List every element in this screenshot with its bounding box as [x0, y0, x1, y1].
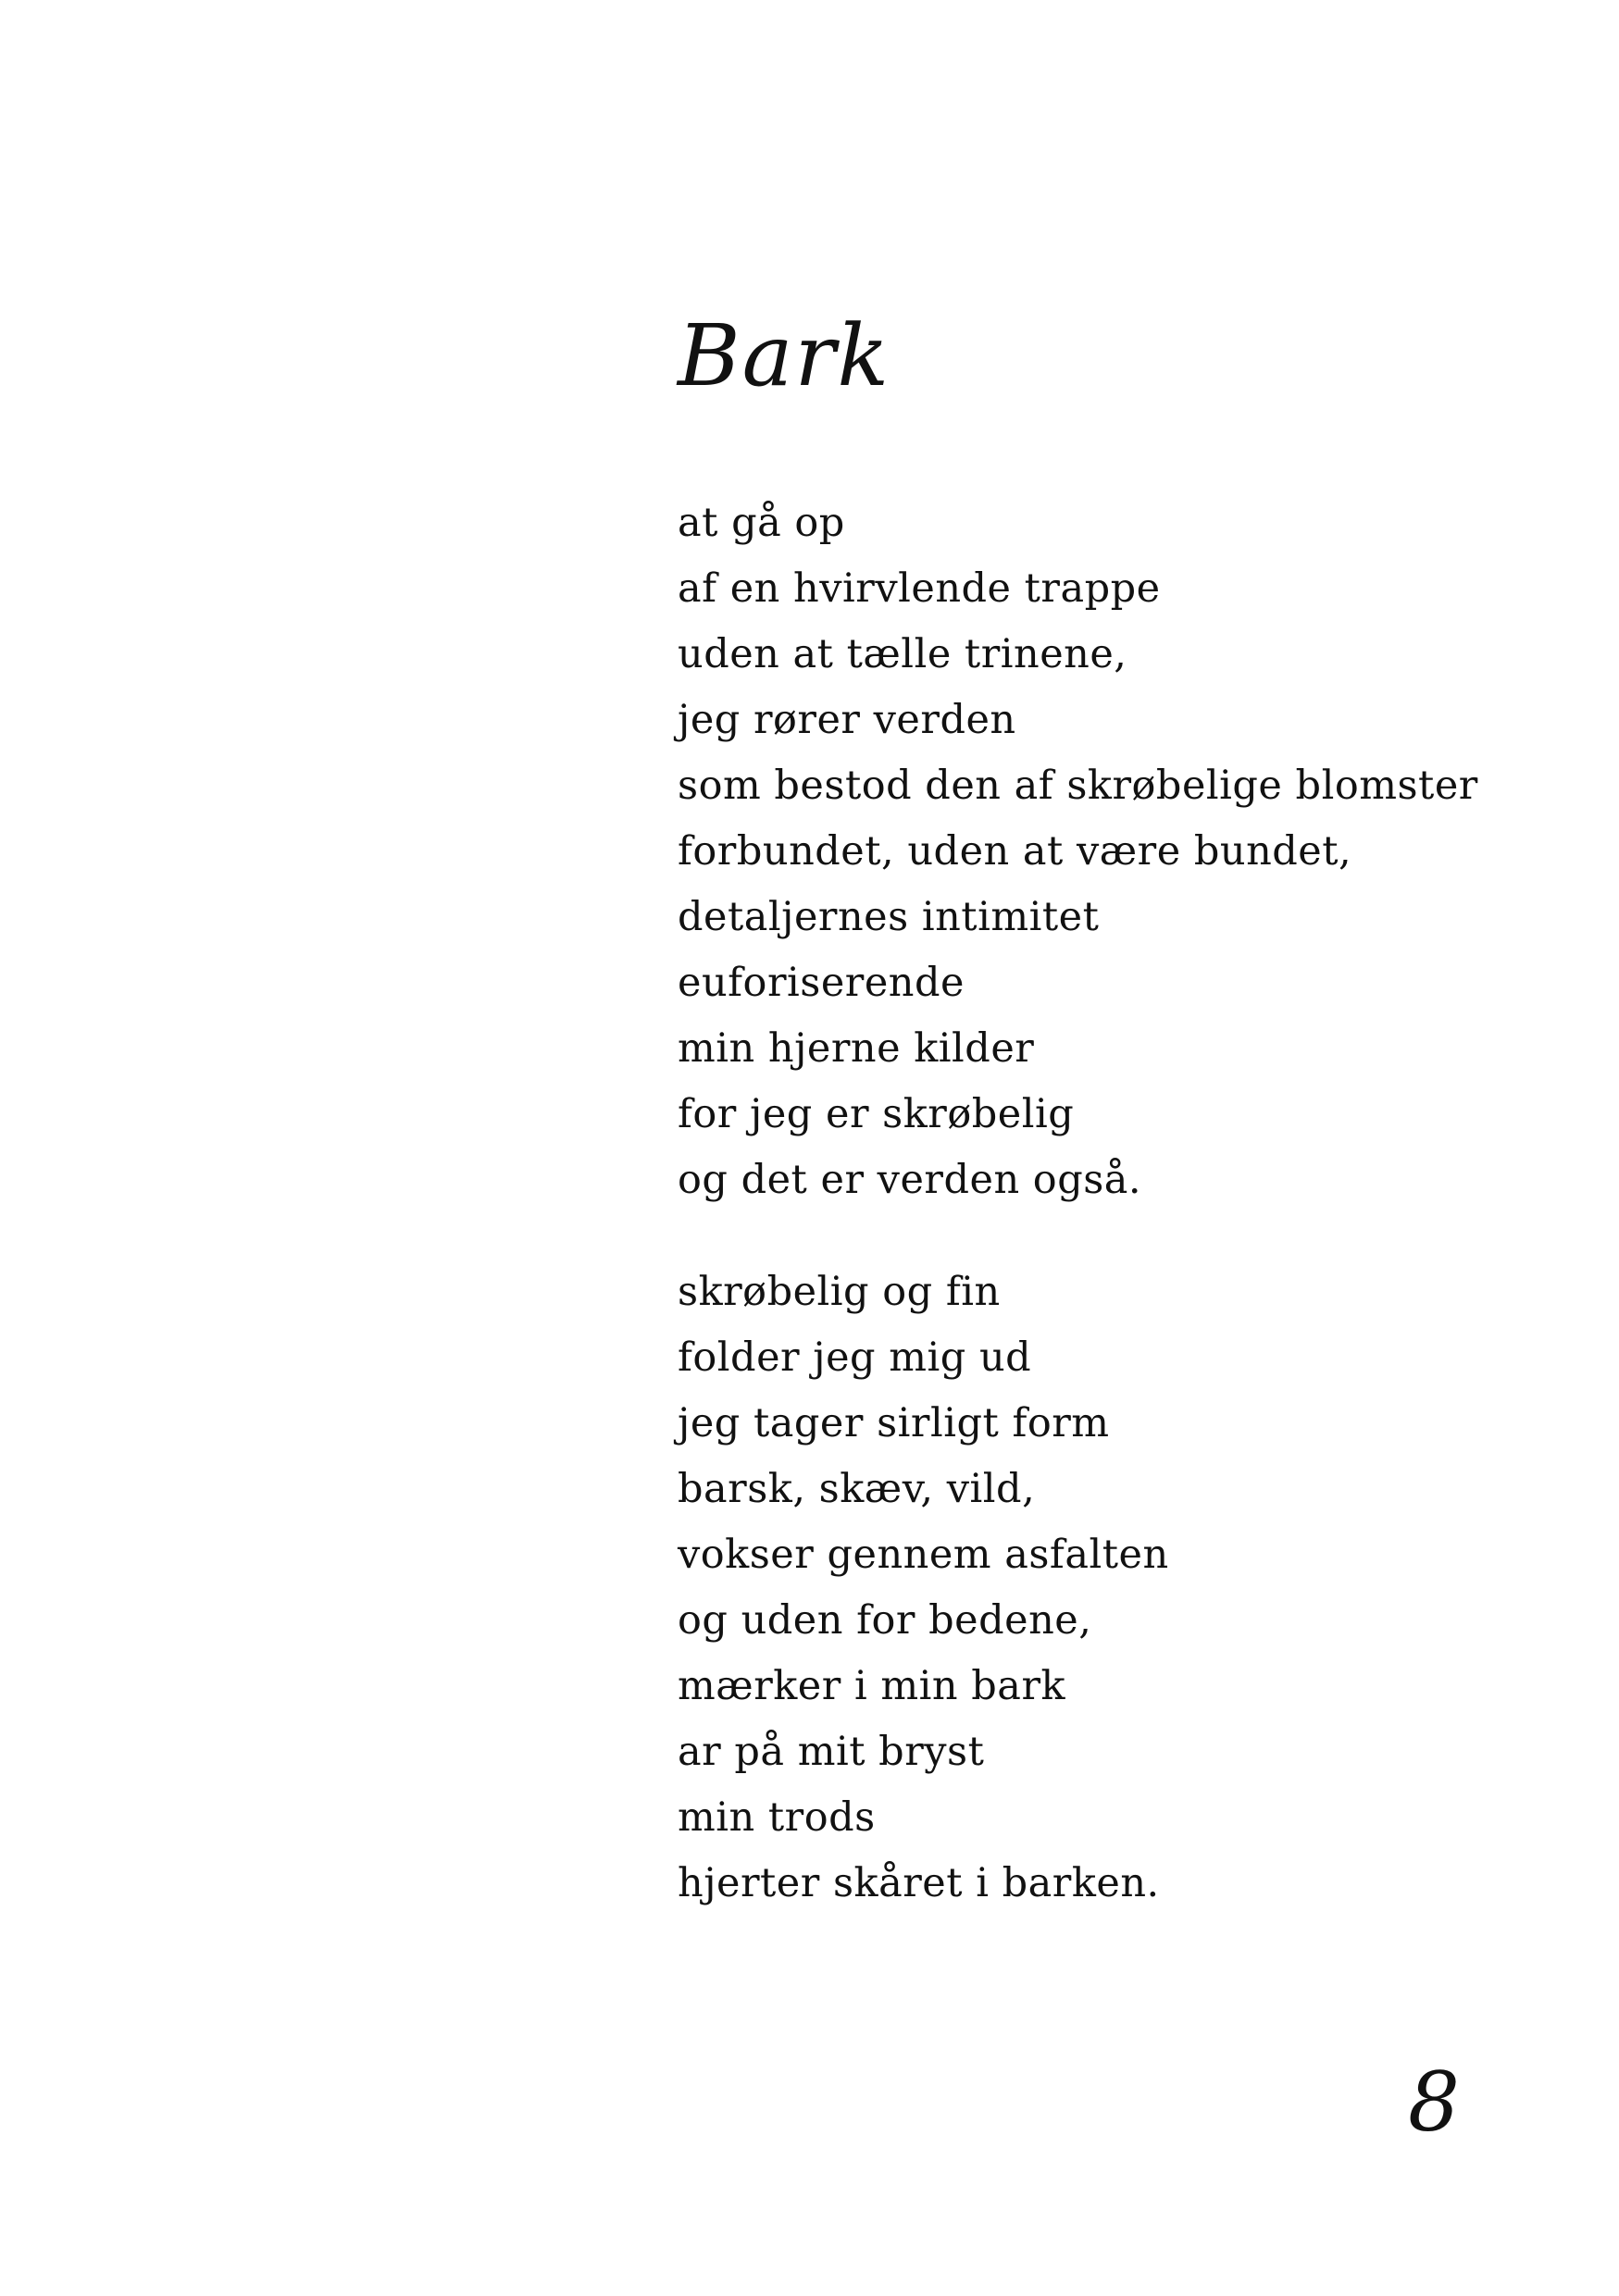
poem-body [678, 490, 1557, 1917]
poem-line: ar på mit bryst [678, 1729, 985, 1775]
poem-line: vokser gennem asfalten [678, 1532, 1169, 1578]
poem-line: forbundet, uden at være bundet, [678, 828, 1352, 875]
poem-line: uden at tælle trinene, [678, 631, 1127, 677]
poem-line: og uden for bedene, [678, 1597, 1092, 1644]
poem-line: og det er verden også. [678, 1157, 1142, 1203]
poem-line: som bestod den af skrøbelige blomster [678, 763, 1478, 809]
poem-line: barsk, skæv, vild, [678, 1466, 1036, 1512]
poem-line: folder jeg mig ud [678, 1334, 1032, 1381]
page-number: 8 [1408, 2054, 1460, 2150]
poem-line: for jeg er skrøbelig [678, 1091, 1075, 1137]
poem-line: skrøbelig og fin [678, 1269, 1001, 1315]
poem-line: af en hvirvlende trappe [678, 565, 1161, 612]
poem-line: mærker i min bark [678, 1663, 1066, 1709]
stanza-2 [678, 1260, 1557, 1917]
poem-line: min trods [678, 1794, 876, 1841]
poem-line: hjerter skåret i barken. [678, 1860, 1160, 1906]
poem-line: min hjerne kilder [678, 1025, 1035, 1072]
poem-title: Bark [678, 306, 891, 405]
poem-line: at gå op [678, 500, 845, 546]
poem-line: jeg tager sirligt form [678, 1400, 1110, 1446]
poem-line: jeg rører verden [678, 697, 1016, 743]
stanza-1 [678, 490, 1557, 1213]
poem-line: euforiserende [678, 960, 965, 1006]
poem-line: detaljernes intimitet [678, 894, 1100, 940]
